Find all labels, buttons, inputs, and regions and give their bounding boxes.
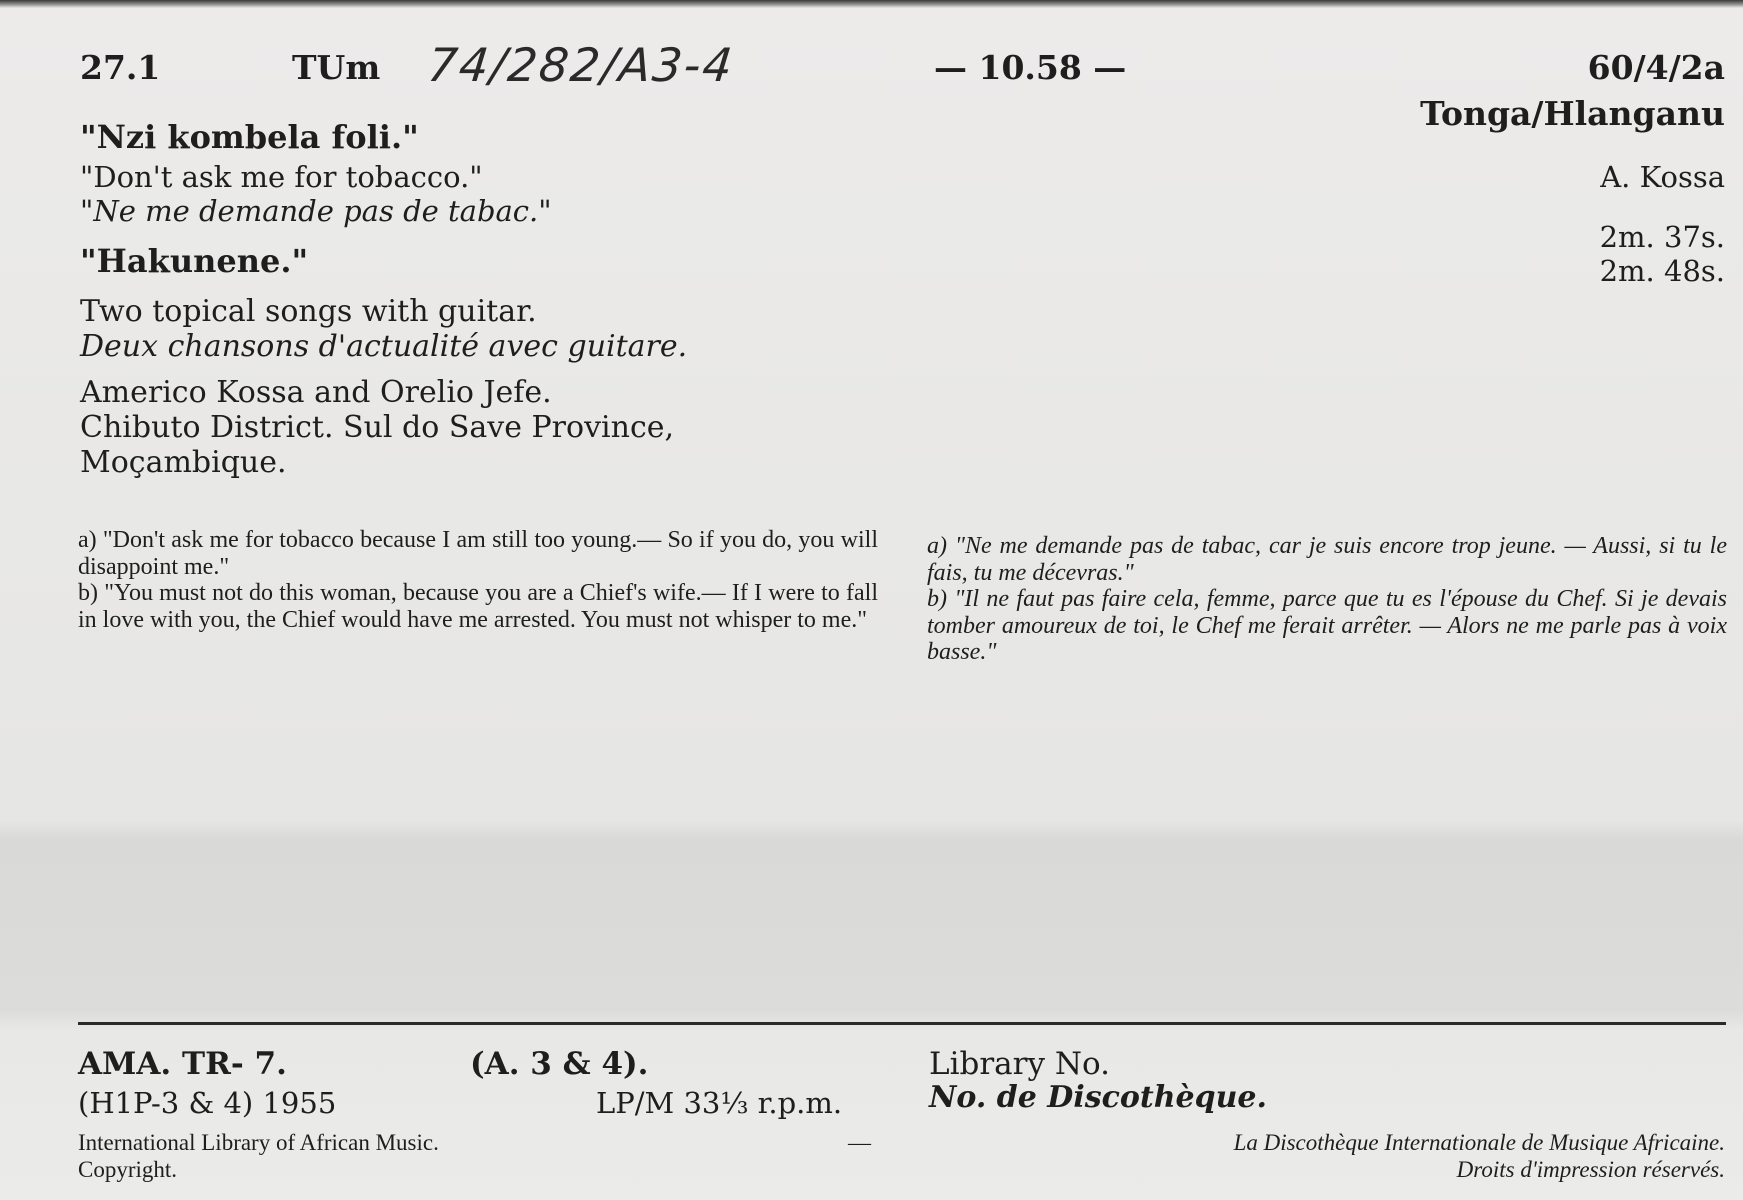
note-french-a: a) "Ne me demande pas de tabac, car je suis encore trop jeune. — Aussi, si tu le fais, tu me décevras." — [927, 533, 1727, 586]
library-number-label-french: No. de Discothèque. — [929, 1080, 1267, 1115]
matrix-year: (H1P-3 & 4) 1955 — [78, 1086, 337, 1120]
tum-label: TUm — [292, 48, 381, 87]
organization-english: International Library of African Music. — [78, 1130, 439, 1155]
organization-french: La Discothèque Internationale de Musique Africaine. — [1233, 1130, 1725, 1155]
duration-song-1: 2m. 37s. — [1599, 220, 1725, 254]
catalog-reference: 60/4/2a — [1587, 48, 1725, 87]
rights-french: Droits d'impression réservés. — [1456, 1157, 1725, 1182]
handwritten-reference: 74/282/A3-4 — [425, 38, 737, 92]
footer-divider — [78, 1022, 1726, 1025]
description-english: Two topical songs with guitar. — [80, 294, 537, 329]
notes-french — [927, 533, 1727, 666]
top-border — [0, 0, 1743, 8]
duration-song-2: 2m. 48s. — [1599, 254, 1725, 288]
notes-english — [78, 527, 878, 633]
location-line-1: Chibuto District. Sul do Save Province, — [80, 410, 675, 445]
language-label: Tonga/Hlanganu — [1420, 94, 1725, 133]
record-format: LP/M 33⅓ r.p.m. — [596, 1086, 843, 1120]
copyright: Copyright. — [78, 1157, 178, 1182]
performers: Americo Kossa and Orelio Jefe. — [80, 375, 552, 410]
card-number: 27.1 — [80, 48, 161, 87]
song-title-2: "Hakunene." — [80, 242, 309, 280]
total-duration: — 10.58 — — [934, 48, 1127, 87]
song-title-1: "Nzi kombela foli." — [80, 118, 419, 156]
note-french-b: b) "Il ne faut pas faire cela, femme, parce que tu es l'épouse du Chef. Si je devais tomber amoureux de toi, le Chef me ferait arrêter. — Alors ne me parle pas à voix basse." — [927, 586, 1727, 665]
library-number-label: Library No. — [929, 1046, 1110, 1082]
note-english-a: a) "Don't ask me for tobacco because I am still too young.— So if you do, you will disappoint me." — [78, 527, 878, 580]
footer-dash: — — [848, 1130, 871, 1155]
composer-name: A. Kossa — [1600, 160, 1725, 194]
song-title-1-french: "Ne me demande pas de tabac." — [80, 194, 552, 228]
ama-number: AMA. TR- 7. — [78, 1046, 287, 1082]
song-title-1-english: "Don't ask me for tobacco." — [80, 160, 483, 194]
record-sides: (A. 3 & 4). — [470, 1046, 649, 1082]
location-line-2: Moçambique. — [80, 445, 287, 480]
note-english-b: b) "You must not do this woman, because you are a Chief's wife.— If I were to fall in love with you, the Chief would have me arrested. You must not whisper to me." — [78, 580, 878, 633]
description-french: Deux chansons d'actualité avec guitare. — [80, 329, 688, 364]
